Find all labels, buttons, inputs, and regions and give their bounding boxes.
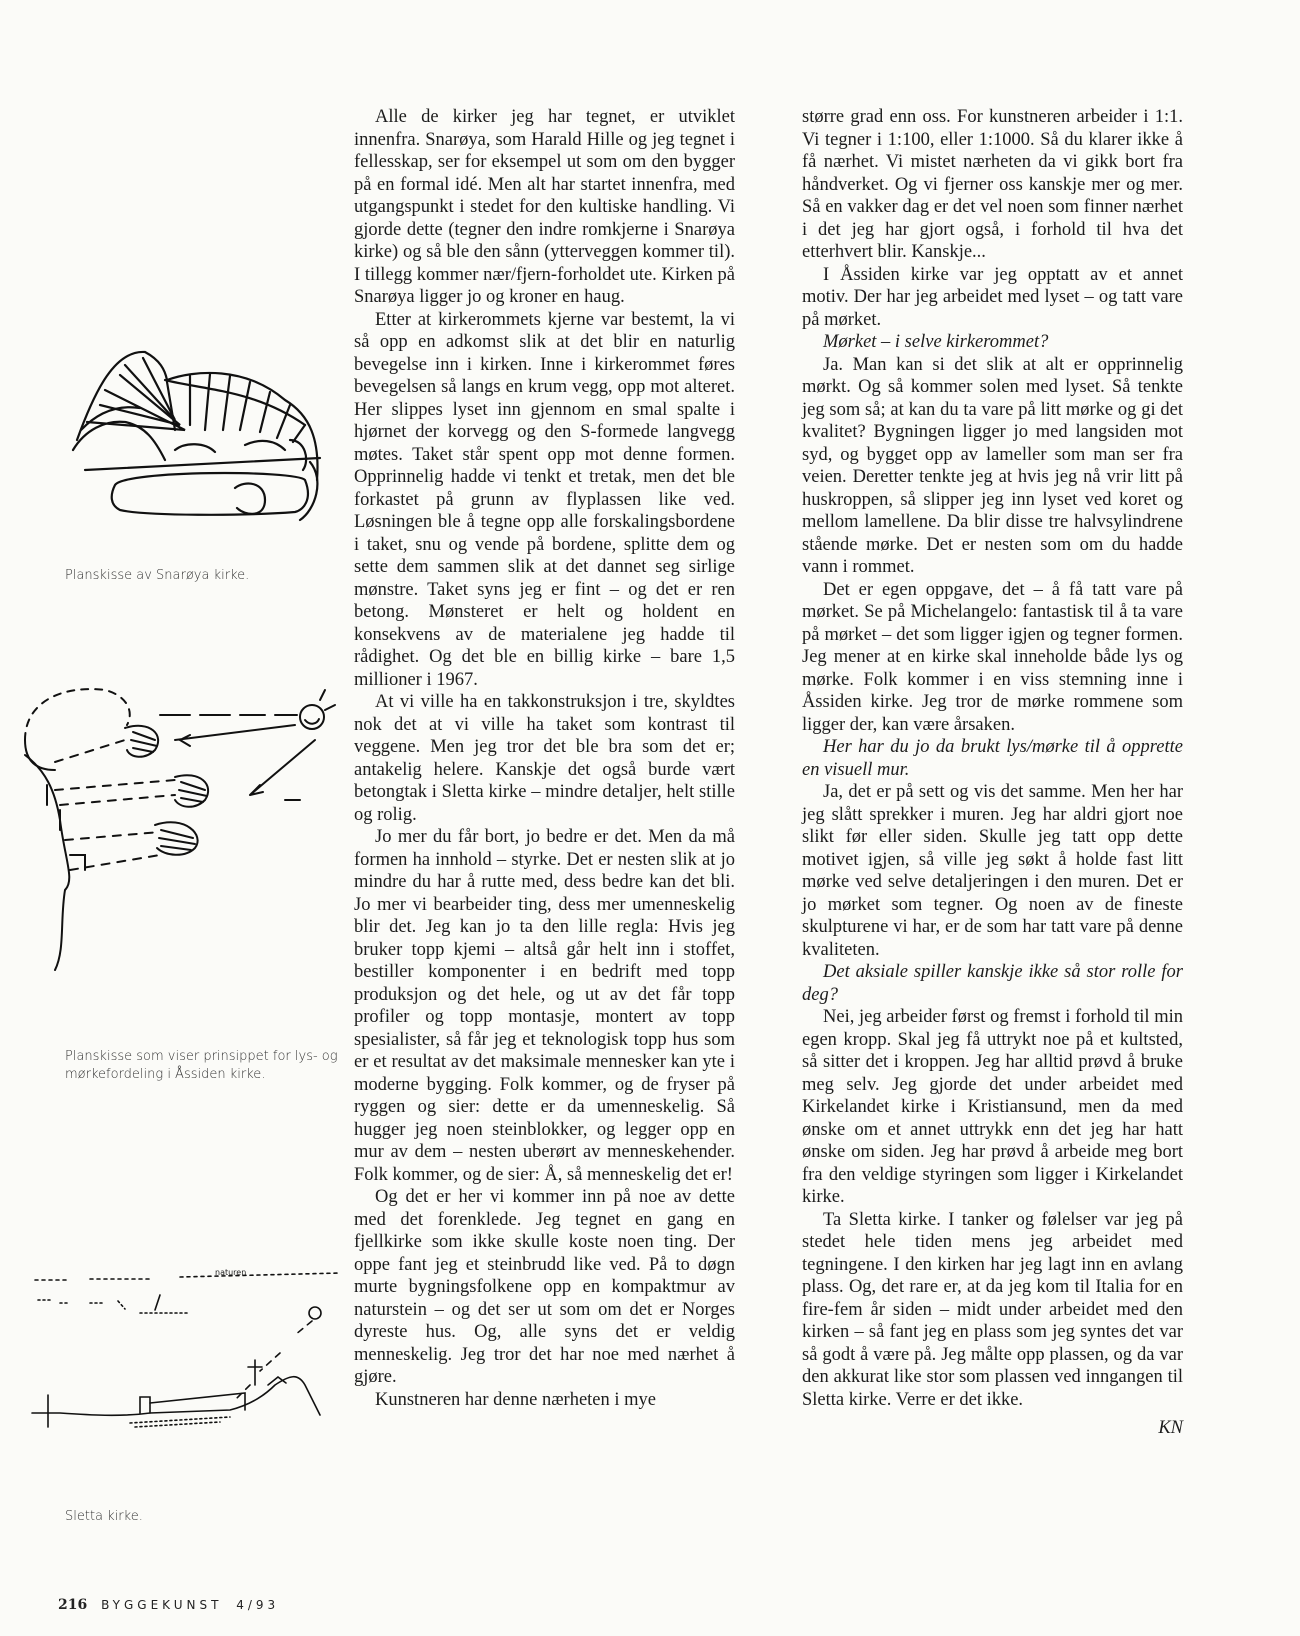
paragraph: Alle de kirker jeg har tegnet, er utviklet innenfra. Snarøya, som Harald Hille og jeg tegnet i fellesskap, ser for eksempel ut som om den bygger på en formal idé. Men alt har startet innenfra, med utgangspunkt i stedet for den kultiske handling. Vi gjorde dette (tegner den indre romkjerne i Snarøya kirke) og så ble den sånn (ytterveggen kommer til). I tillegg kommer nær/fjern-forholdet ute. Kirken på Snarøya ligger jo og kroner en haug. xyxy=(354,107,735,307)
paragraph: Nei, jeg arbeider først og fremst i forhold til min egen kropp. Skal jeg få uttrykt noe på et kultsted, så sitter det i kroppen. Jeg har alltid prøvd å bruke meg selv. Jeg gjorde det under arbeidet med Kirkelandet kirke i Kristiansund, men da med ønske om et annet uttrykk enn det jeg har hatt ønske om siden. Jeg har prøvd å arbeide meg bort fra den veldige styringen som ligger i Kirkelandet kirke. xyxy=(802,1007,1183,1207)
paragraph: Jo mer du får bort, jo bedre er det. Men da må formen ha innhold – styrke. Det er nesten slik at jo mindre du har å rutte med, dess bedre kan det bli. Jo mer vi bearbeider ting, dess mer umenneskelig blir det. Jeg kan jo ta den lille regla: Hvis jeg bruker topp kjemi – altså går helt inn i stoffet, bestiller komponenter i en bedrift med topp produksjon og det hele, og ut av det får topp profiler og topp montasje, montert av topp spesialister, så får jeg et teknologisk topp hus som er et resultat av det maksimale mennesker kan yte i moderne bygging. Folk kommer, og de fryser på ryggen og sier: dette er da umenneskelig. Så hugger jeg noen steinblokker, og legger opp en mur av dem – nesten uberørt av menneskehender. Folk kommer, og de sier: Å, så menneskelig det er! xyxy=(354,827,735,1185)
paragraph: større grad enn oss. For kunstneren arbeider i 1:1. Vi tegner i 1:100, eller 1:1000. Så du klarer ikke å få nærhet. Vi mistet nærheten da vi gikk bort fra håndverket. Og vi fjerner oss kanskje mer og mer. Så en vakker dag er det vel noen som finner nærhet i det jeg har gjort også, i forhold til hva det etterhvert blir. Kanskje... xyxy=(802,107,1183,262)
paragraph: I Åssiden kirke var jeg opptatt av et annet motiv. Der har jeg arbeidet med lyset – og tatt vare på mørket. xyxy=(802,264,1183,330)
sketch-caption: Planskisse som viser prinsippet for lys- og mørkefordeling i Åssiden kirke. xyxy=(65,1049,338,1082)
sketch-caption: Planskisse av Snarøya kirke. xyxy=(65,568,250,583)
interview-question: Det aksiale spiller kanskje ikke så stor rolle for deg? xyxy=(802,962,1183,1005)
sletta-kirke-sketch xyxy=(30,1265,345,1455)
page-number: 216 xyxy=(58,1597,88,1613)
paragraph: At vi ville ha en takkonstruksjon i tre, skyldtes nok det at vi ville ha taket som kontrast til veggene. Men jeg tror det ble bra som det er; antakelig helere. Kanskje det også burde vært betongtak i Sletta kirke – mindre detaljer, helt stille og rolig. xyxy=(354,692,735,825)
interview-question: Her har du jo da brukt lys/mørke til å opprette en visuell mur. xyxy=(802,737,1183,780)
snaroya-plan-sketch xyxy=(65,330,345,545)
interview-question: Mørket – i selve kirkerommet? xyxy=(823,332,1049,352)
magazine-name: BYGGEKUNST xyxy=(101,1598,223,1612)
paragraph: Ja. Man kan si det slik at alt er opprinnelig mørkt. Og så kommer solen med lyset. Så tenkte jeg som så; at kan du ta vare på litt mørke og gi det kvalitet? Bygningen ligger jo med langsiden mot syd, og bygget opp av lameller som man ser fra veien. Deretter tenkte jeg at hvis jeg nå vrir litt på huskroppen, så slipper jeg inn lyset ved koret og mellom lamellene. Da blir disse tre halvsylindrene stående mørke. Det er nesten som om du hadde vann i rommet. xyxy=(802,354,1183,577)
sketch-caption: Sletta kirke. xyxy=(65,1509,143,1524)
paragraph: Etter at kirkerommets kjerne var bestemt, la vi så opp en adkomst slik at det blir en naturlig bevegelse inn i kirken. Inne i kirkerommet føres bevegelsen så langs en krum vegg, opp mot alteret. Her slippes lyset inn gjennom en smal spalte i hjørnet der korvegg og den S-formede langvegg møtes. Taket står spent opp mot denne formen. Opprinnelig hadde vi tenkt et tretak, men det ble forkastet på grunn av flyplassen like ved. Løsningen ble å tegne opp alle forskalingsbordene i taket, snu og vende på bordene, splitte dem og sette dem sammen slik at det dannet seg sirlige mønstre. Taket syns jeg er fint – og det er ren betong. Mønsteret er helt og holdent en konsekvens av de materialene jeg hadde til rådighet. Og det ble en billig kirke – bare 1,5 millioner i 1967. xyxy=(354,309,735,690)
page-footer xyxy=(58,1597,279,1613)
paragraph: Ja, det er på sett og vis det samme. Men her har jeg slått sprekker i muren. Jeg har aldri gjort noe slikt før eller siden. Skulle jeg tatt opp dette motivet igjen, så ville jeg søkt å holde fast litt mørke ved selve detaljeringen i den muren. Det er jo mørket som tegner. Og noen av de fineste skulpturene vi har, er de som har tatt vare på denne kvaliteten. xyxy=(802,782,1183,960)
paragraph: Kunstneren har denne nærheten i mye xyxy=(375,1389,657,1410)
issue-number: 4/93 xyxy=(236,1598,280,1612)
article-column-2 xyxy=(802,106,1183,1440)
paragraph: Ta Sletta kirke. I tanker og følelser var jeg på stedet hele tiden mens jeg arbeidet med tegningene. I den kirken har jeg lagt inn en avlang plass. Og, det rare er, at da jeg kom til Italia for en fire-fem år siden – midt under arbeidet med den kirken – så fant jeg en plass som jeg syntes det var så godt å være på. Jeg målte opp plassen, og da var den akkurat like stor som plassen ved inngangen til Sletta kirke. Verre er det ikke. xyxy=(802,1209,1183,1410)
paragraph: Det er egen oppgave, det – å få tatt vare på mørket. Se på Michelangelo: fantastisk til å ta vare på mørket – det som ligger igjen og tegner formen. Jeg mener at en kirke skal inneholde både lys og mørke. Folk kommer i en viss stemning inne i Åssiden kirke. Jeg tror de mørke rommene som ligger der, kan være årsaken. xyxy=(802,579,1183,735)
article-column-1 xyxy=(354,106,735,1411)
naturen-label: naturen xyxy=(215,1268,247,1277)
paragraph: Og det er her vi kommer inn på noe av dette med det forenklede. Jeg tegnet en gang en fjellkirke som ikke skulle koste noen ting. Der oppe fant jeg et steinbrudd like ved. På to døgn murte bygningsfolkene opp en kompaktmur av naturstein – og det ser ut som om det er Norges dyreste hus. Og, alle syns det er veldig menneskelig. Jeg tror det har noe med nærhet å gjøre. xyxy=(354,1187,735,1387)
assiden-light-principle-sketch xyxy=(15,680,345,980)
author-signature: KN xyxy=(1158,1418,1183,1438)
